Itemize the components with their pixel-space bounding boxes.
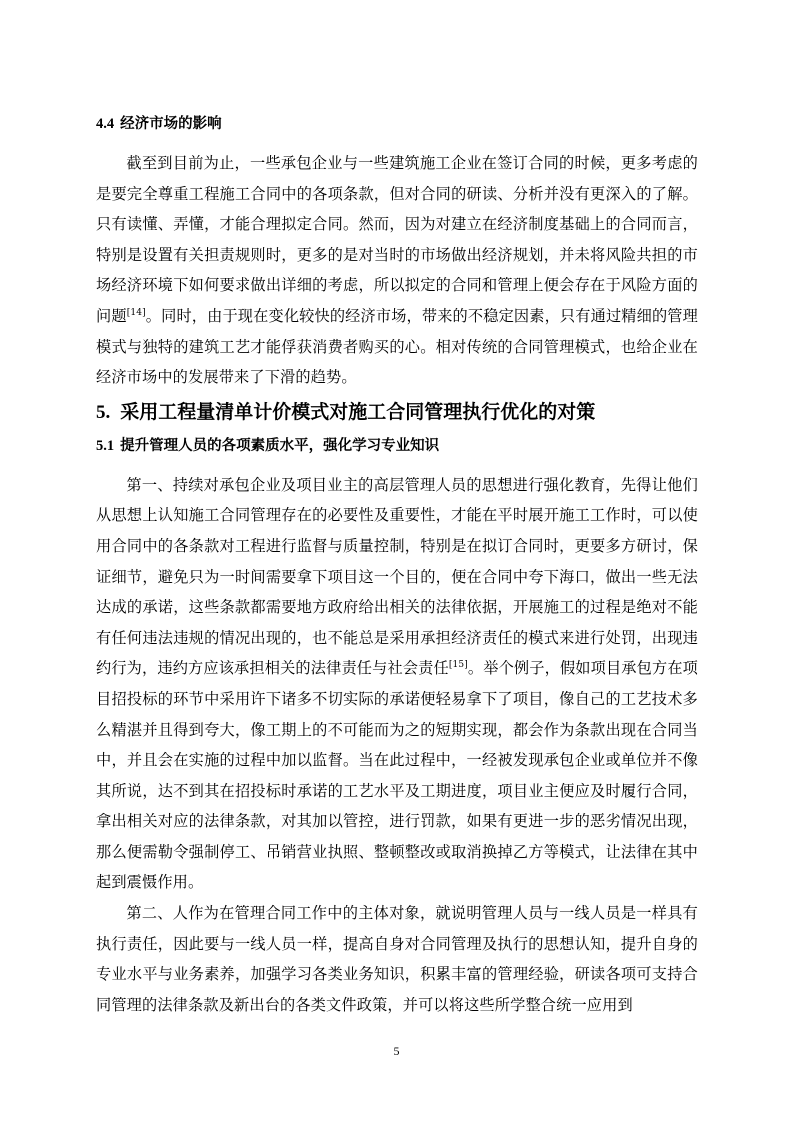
section-number: 4.4 <box>96 116 115 132</box>
section-5-1-paragraph-1 <box>96 470 698 898</box>
section-number: 5.1 <box>96 437 115 454</box>
section-title: 经济市场的影响 <box>120 116 222 132</box>
section-5-1-heading <box>96 434 698 458</box>
section-title: 提升管理人员的各项素质水平，强化学习专业知识 <box>120 437 440 454</box>
section-5-1-paragraph-2: 第二、人作为在管理合同工作中的主体对象，就说明管理人员与一线人员是一样具有执行责任，因此要与一线人员一样，提高自身对合同管理及执行的思想认知，提升自身的专业水平与业务素养，加强学习各类业务知识，积累丰富的管理经验，研读各项可支持合同管理的法律条款及新出台的各类文件政策，并可以将这些所学整合统一应用到 <box>96 904 698 1014</box>
paragraph-text: 。同时，由于现在变化较快的经济市场，带来的不稳定因素，只有通过精细的管理模式与独特的建筑工艺才能俘获消费者购买的心。相对传统的合同管理模式，也给企业在经济市场中的发展带来了下滑的趋势。 <box>96 306 698 387</box>
paragraph-text: 第一、持续对承包企业及项目业主的高层管理人员的思想进行强化教育，先得让他们从思想上认知施工合同管理存在的必要性及重要性，才能在平时展开施工工作时，可以使用合同中的各条款对工程进行监督与质量控制，特别是在拟订合同时，更要多方研讨，保证细节，避免只为一时间需要拿下项目这一个目的，便在合同中夸下海口，做出一些无法达成的承诺，这些条款都需要地方政府给出相关的法律依据，开展施工的过程是绝对不能有任何违法违规的情况出现的，也不能总是采用承担经济责任的模式来进行处罚，出现违约行为，违约方应该承担相关的法律责任与社会责任 <box>96 475 698 678</box>
section-5-heading <box>96 397 698 428</box>
paragraph-text: 截至到目前为止，一些承包企业与一些建筑施工企业在签订合同的时候，更多考虑的是要完全尊重工程施工合同中的各项条款，但对合同的研读、分析并没有更深入的了解。只有读懂、弄懂，才能合理拟定合同。然而，因为对建立在经济制度基础上的合同而言，特别是设置有关担责规则时，更多的是对当时的市场做出经济规划，并未将风险共担的市场经济环境下如何要求做出详细的考虑，所以拟定的合同和管理上便会存在于风险方面的问题 <box>96 154 698 325</box>
paragraph-text: 。举个例子，假如项目承包方在项目招投标的环节中采用许下诸多不切实际的承诺便轻易拿下了项目，像自己的工艺技术多么精湛并且得到夸大，像工期上的不可能而为之的短期实现，都会作为条款出现在合同当中，并且会在实施的过程中加以监督。当在此过程中，一经被发现承包企业或单位并不像其所说，达不到其在招投标时承诺的工艺水平及工期进度，项目业主便应及时履行合同，拿出相关对应的法律条款，对其加以管控，进行罚款，如果有更进一步的恶劣情况出现，那么便需勒令强制停工、吊销营业执照、整顿整改或取消换掉乙方等模式，让法律在其中起到震慑作用。 <box>96 659 699 892</box>
section-number: 5. <box>96 401 111 423</box>
citation: [14] <box>126 307 146 318</box>
section-4-4-heading <box>96 112 698 136</box>
section-title: 采用工程量清单计价模式对施工合同管理执行优化的对策 <box>120 400 596 423</box>
page-content <box>96 112 698 1020</box>
page-number: 5 <box>393 1044 400 1058</box>
citation: [15] <box>448 660 468 671</box>
section-4-4-paragraph <box>96 148 698 393</box>
